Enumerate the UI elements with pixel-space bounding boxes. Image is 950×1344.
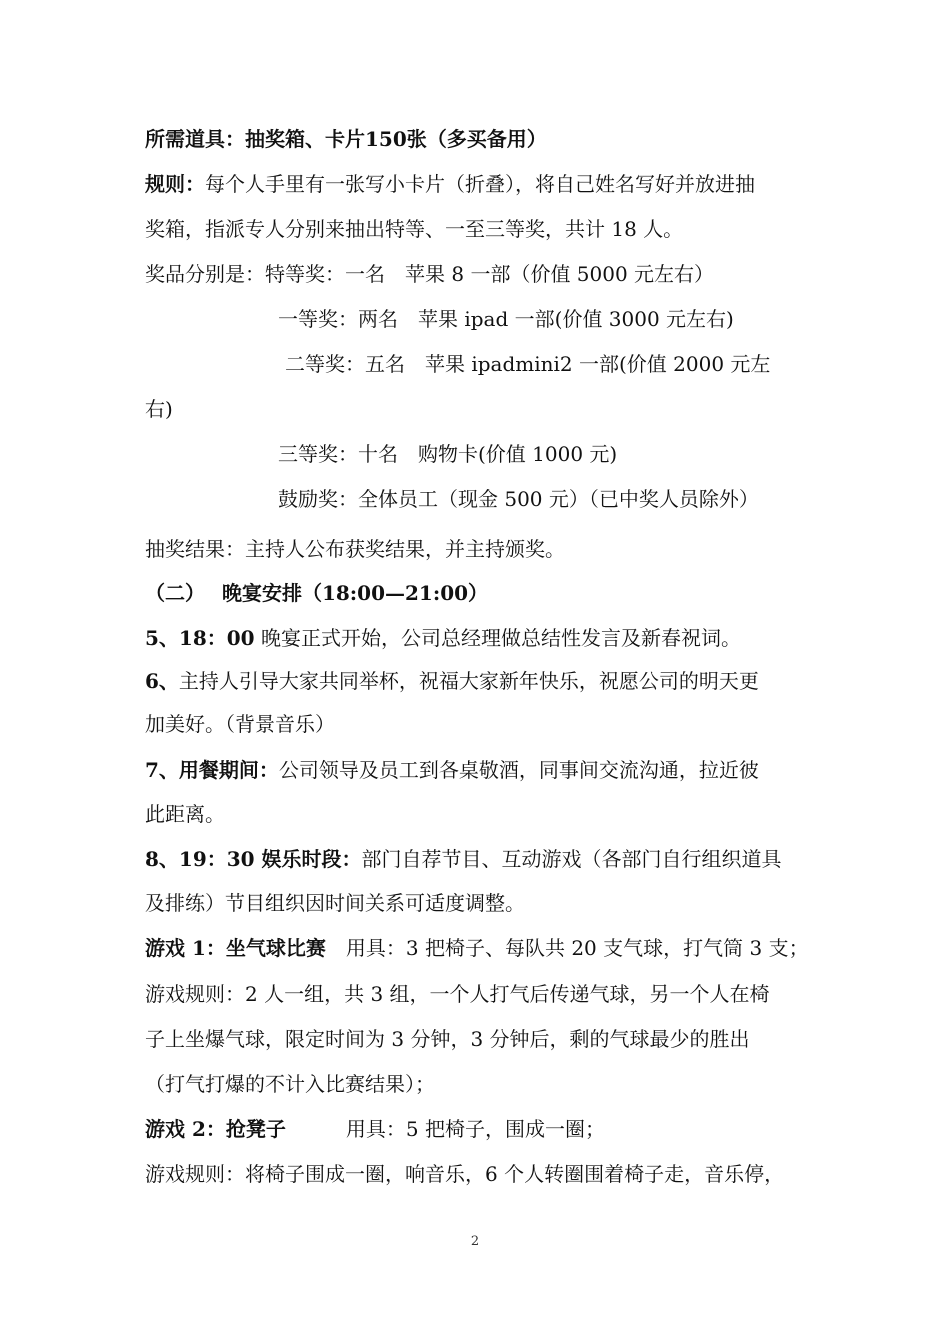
item8-line2: 及排练）节目组织因时间关系可适度调整。: [145, 891, 525, 915]
game1-tools: 用具：3 把椅子、每队共 20 支气球，打气筒 3 支；: [325, 936, 809, 960]
draw-result: 抽奖结果：主持人公布获奖结果，并主持颁奖。: [145, 537, 565, 561]
item5-label: 5、18：00: [145, 626, 255, 650]
game2-label: 游戏 2：抢凳子: [145, 1117, 286, 1141]
props-title: 所需道具：抽奖箱、卡片150张（多买备用）: [145, 127, 547, 151]
game2-line: [145, 1115, 605, 1143]
item7-line2: 此距离。: [145, 802, 225, 826]
prize-encourage: 鼓励奖：全体员工（现金 500 元）（已中奖人员除外）: [278, 487, 759, 511]
item8-label: 8、19：30 娱乐时段：: [145, 847, 362, 871]
item7-label: 7、用餐期间：: [145, 758, 279, 782]
rules-text-line1: 每个人手里有一张写小卡片（折叠），将自己姓名写好并放进抽: [205, 172, 755, 196]
item5-text: 晚宴正式开始，公司总经理做总结性发言及新春祝词。: [254, 626, 741, 650]
prize-second-line1: 二等奖：五名 苹果 ipadmini2 一部(价值 2000 元左: [285, 352, 771, 376]
game1-rule-line3: （打气打爆的不计入比赛结果）；: [145, 1072, 435, 1096]
item7-text-line1: 公司领导及员工到各桌敬酒，同事间交流沟通，拉近彼: [278, 758, 759, 782]
game2-rule-line1: 游戏规则：将椅子围成一圈，响音乐，6 个人转圈围着椅子走，音乐停，: [145, 1162, 785, 1186]
prize-first: 一等奖：两名 苹果 ipad 一部(价值 3000 元左右): [278, 307, 734, 331]
game1-rule-line1: 游戏规则：2 人一组，共 3 组，一个人打气后传递气球，另一个人在椅: [145, 982, 770, 1006]
prizes-intro: 奖品分别是：特等奖：一名 苹果 8 一部（价值 5000 元左右）: [145, 262, 715, 286]
rules-text-line2: 奖箱，指派专人分别来抽出特等、一至三等奖，共计 18 人。: [145, 217, 684, 241]
item6-line2: 加美好。（背景音乐）: [145, 712, 335, 736]
item5: [145, 624, 741, 652]
rules-paragraph-line1: [145, 170, 755, 198]
game1-rule-line2: 子上坐爆气球，限定时间为 3 分钟，3 分钟后，剩的气球最少的胜出: [145, 1027, 750, 1051]
prize-third: 三等奖：十名 购物卡(价值 1000 元): [278, 442, 618, 466]
game1-label: 游戏 1：坐气球比赛: [145, 936, 326, 960]
game2-tools: 用具：5 把椅子，围成一圈；: [285, 1117, 605, 1141]
game1-line: [145, 934, 809, 962]
item8-line1: [145, 845, 782, 873]
item7-line1: [145, 756, 759, 784]
item6-line1: [145, 667, 759, 695]
item6-label: 6、: [145, 669, 179, 693]
prize-second-line2: 右): [145, 397, 173, 421]
item8-text-line1: 部门自荐节目、互动游戏（各部门自行组织道具: [361, 847, 782, 871]
item6-text-line1: 主持人引导大家共同举杯，祝福大家新年快乐，祝愿公司的明天更: [178, 669, 759, 693]
rules-label: 规则：: [145, 172, 205, 196]
section2-title: （二） 晚宴安排（18:00—21:00）: [145, 581, 489, 605]
page-number: 2: [470, 1234, 480, 1249]
